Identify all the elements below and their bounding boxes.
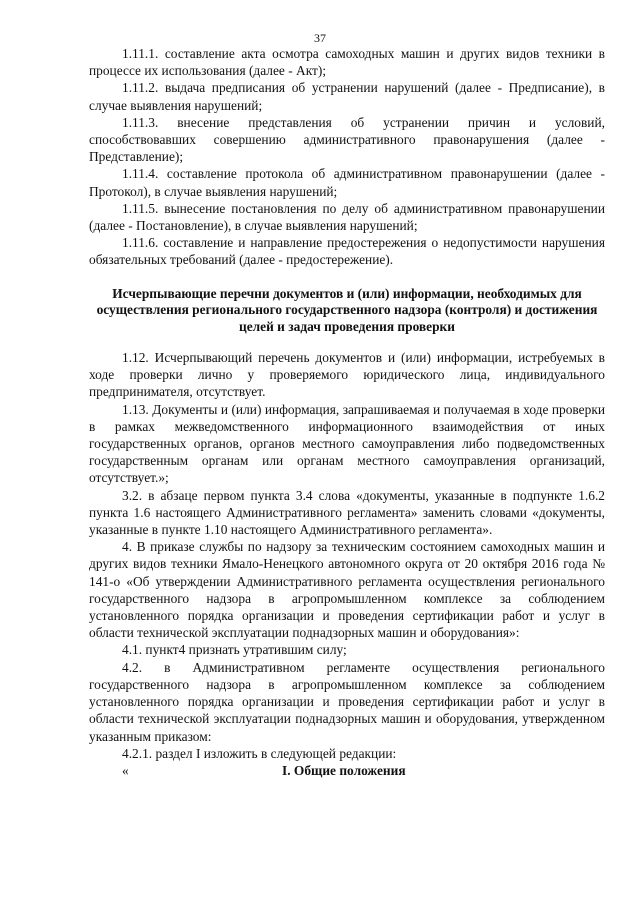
paragraph-1-11-5: 1.11.5. вынесение постановления по делу об административном правонарушении (далее - Постановление), в случае выявления нарушений; [89, 200, 605, 234]
paragraph-4: 4. В приказе службы по надзору за техническим состоянием самоходных машин и других видов техники Ямало-Ненецкого автономного округа от 20 октября 2016 года № 141-о «Об утверждении Административного регламента осуществления регионального государственного надзора в агропромышленном комплексе за соблюдением установленного порядка организации и проведения сертификации работ и услуг в области технической эксплуатации поднадзорных машин и оборудования»: [89, 539, 605, 641]
document-body [89, 45, 605, 779]
section-title-line [122, 762, 605, 779]
paragraph-1-11-1: 1.11.1. составление акта осмотра самоходных машин и других видов техники в процессе их использования (далее - Акт); [89, 46, 605, 79]
paragraph-1-11-4: 1.11.4. составление протокола об административном правонарушении (далее - Протокол), в случае выявления нарушений; [89, 166, 605, 199]
page-number: 37 [314, 31, 326, 45]
section-heading: Исчерпывающие перечни документов и (или) информации, необходимых для осуществления регионального государственного надзора (контроля) и достижения целей и задач проведения проверки [96, 285, 598, 335]
section-title: I. Общие положения [282, 762, 406, 778]
paragraph-3-2: 3.2. в абзаце первом пункта 3.4 слова «документы, указанные в подпункте 1.6.2 пункта 1.6 настоящего Административного регламента» заменить словами «документы, указанные в пункте 1.10 настоящего Административного регламента». [89, 487, 605, 538]
paragraph-1-12: 1.12. Исчерпывающий перечень документов и (или) информации, истребуемых в ходе проверки лично у проверяемого юридического лица, индивидуального предпринимателя, отсутствует. [89, 350, 605, 400]
paragraph-4-2-1: 4.2.1. раздел I изложить в следующей редакции: [122, 745, 397, 761]
paragraph-1-11-3: 1.11.3. внесение представления об устранении причин и условий, способствовавших совершению административного правонарушения (далее - Представление); [89, 114, 605, 165]
paragraph-1-11-6: 1.11.6. составление и направление предостережения о недопустимости нарушения обязательных требований (далее - предостережение). [89, 235, 605, 268]
paragraph-1-11-2: 1.11.2. выдача предписания об устранении нарушений (далее - Предписание), в случае выявления нарушений; [89, 80, 605, 113]
opening-quote: « [122, 762, 129, 778]
paragraph-4-2: 4.2. в Административном регламенте осуществления регионального государственного надзора в агропромышленном комплексе за соблюдением установленного порядка организации и проведения сертификации работ и услуг в области технической эксплуатации поднадзорных машин и оборудования, утвержденном указанным приказом: [89, 659, 605, 744]
paragraph-4-1: 4.1. пункт4 признать утратившим силу; [122, 642, 347, 658]
paragraph-1-13: 1.13. Документы и (или) информация, запрашиваемая и получаемая в ходе проверки в рамках межведомственного информационного взаимодействия от иных государственных органов, органов местного самоуправления либо подведомственных государственным органам или органам местного самоуправления организаций, отсутствует.»; [89, 401, 605, 486]
